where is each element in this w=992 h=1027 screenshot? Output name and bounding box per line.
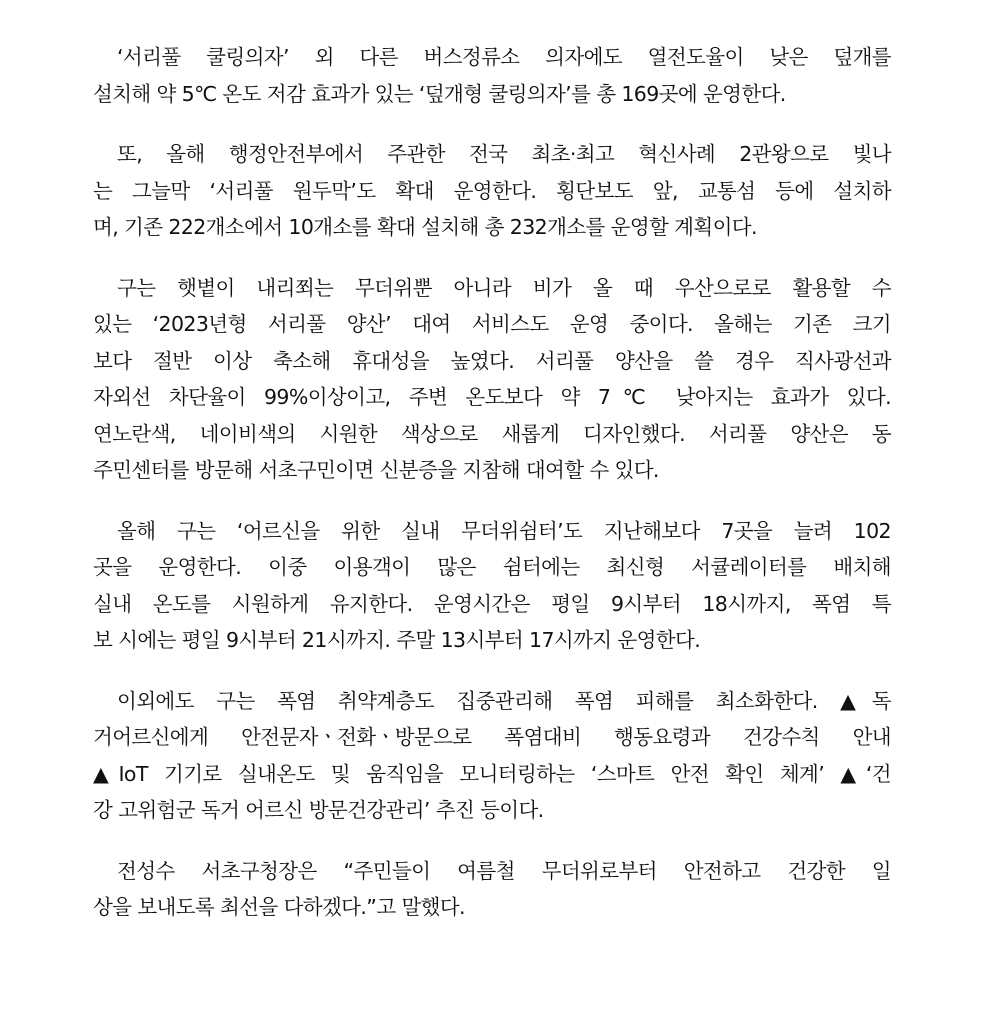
text-line: 는 그늘막 ‘서리풀 원두막’도 확대 운영한다. 횡단보도 앞, 교통섬 등에 설치하	[93, 178, 891, 203]
paragraph-mayor-quote	[93, 853, 891, 926]
text-line: 연노란색, 네이비색의 시원한 색상으로 새롭게 디자인했다. 서리풀 양산은 동	[93, 421, 891, 446]
text-line: 이외에도 구는 폭염 취약계층도 집중관리해 폭염 피해를 최소화한다. ▲독	[117, 688, 891, 713]
paragraph-spacer	[93, 659, 891, 683]
paragraph-parasol-rental	[93, 270, 891, 489]
text-line: 강 고위험군 독거 어르신 방문건강관리’ 추진 등이다.	[93, 798, 544, 822]
text-line: 있는 ‘2023년형 서리풀 양산’ 대여 서비스도 운영 중이다. 올해는 기존 크기	[93, 312, 891, 336]
text-line: 거어르신에게 안전문자ㆍ전화ㆍ방문으로 폭염대비 행동요령과 건강수칙 안내	[93, 725, 891, 749]
text-line: 또, 올해 행정안전부에서 주관한 전국 최초·최고 혁신사례 2관왕으로 빛나	[117, 142, 891, 166]
text-line: 상을 보내도록 최선을 다하겠다.”고 말했다.	[93, 895, 465, 919]
text-line: 올해 구는 ‘어르신을 위한 실내 무더위쉼터’도 지난해보다 7곳을 늘려 102	[117, 518, 891, 543]
text-line: 실내 온도를 시원하게 유지한다. 운영시간은 평일 9시부터 18시까지, 폭염 특	[93, 591, 891, 616]
paragraph-spacer	[93, 489, 891, 513]
paragraph-spacer	[93, 246, 891, 270]
text-line: 며, 기존 222개소에서 10개소를 확대 설치해 총 232개소를 운영할 계획이다.	[93, 215, 757, 239]
document-body	[93, 39, 891, 926]
text-line: ‘서리풀 쿨링의자’ 외 다른 버스정류소 의자에도 열전도율이 낮은 덮개를	[117, 45, 891, 69]
paragraph-spacer	[93, 112, 891, 136]
text-line: 주민센터를 방문해 서초구민이면 신분증을 지참해 대여할 수 있다.	[93, 458, 659, 482]
paragraph-heat-shelter	[93, 513, 891, 659]
paragraph-cooling-bench	[93, 39, 891, 112]
text-line: 구는 햇볕이 내리쬐는 무더위뿐 아니라 비가 올 때 우산으로로 활용할 수	[117, 275, 891, 300]
text-line: ▲IoT 기기로 실내온도 및 움직임을 모니터링하는 ‘스마트 안전 확인 체계’ ▲‘건	[93, 761, 891, 786]
paragraph-vulnerable-care	[93, 683, 891, 829]
text-line: 곳을 운영한다. 이중 이용객이 많은 쉼터에는 최신형 서큘레이터를 배치해	[93, 555, 891, 579]
text-line: 보다 절반 이상 축소해 휴대성을 높였다. 서리풀 양산을 쓸 경우 직사광선과	[93, 348, 891, 373]
paragraph-spacer	[93, 829, 891, 853]
text-line: 자외선 차단율이 99%이상이고, 주변 온도보다 약 7℃ 낮아지는 효과가 있다.	[93, 385, 891, 409]
text-line: 전성수 서초구청장은 “주민들이 여름철 무더위로부터 안전하고 건강한 일	[117, 858, 891, 883]
paragraph-shade-shelter	[93, 136, 891, 246]
text-line: 보 시에는 평일 9시부터 21시까지. 주말 13시부터 17시까지 운영한다.	[93, 628, 701, 652]
text-line: 설치해 약 5℃ 온도 저감 효과가 있는 ‘덮개형 쿨링의자’를 총 169곳에 운영한다.	[93, 81, 786, 106]
